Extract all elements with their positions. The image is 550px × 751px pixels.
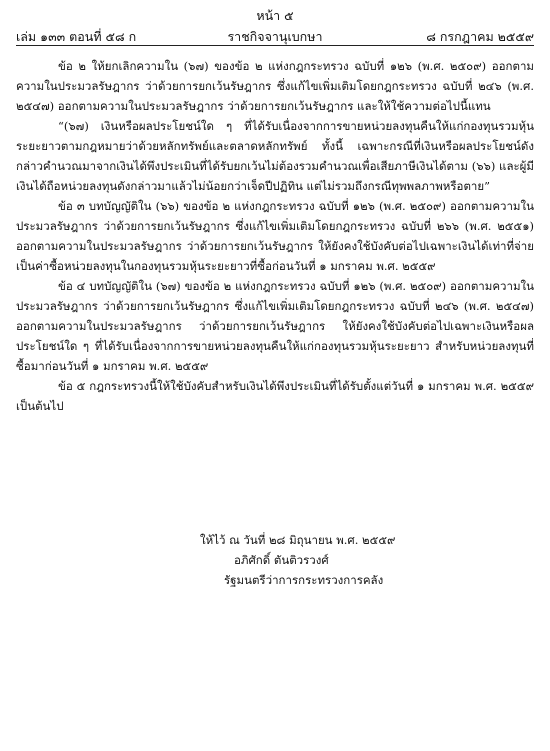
volume-issue: เล่ม ๑๓๓ ตอนที่ ๕๘ ก <box>16 29 137 44</box>
clause-4: ข้อ ๔ บทบัญญัติใน (๖๗) ของข้อ ๒ แห่งกฎกระทรวง ฉบับที่ ๑๒๖ (พ.ศ. ๒๕๐๙) ออกตามความในประมวลรัษฎากร ว่าด้วยการยกเว้นรัษฎากร ซึ่งแก้ไขเพิ่มเติมโดยกฎกระทรวง ฉบับที่ ๒๔๖ (พ.ศ. ๒๕๔๗) ออกตามความในประมวลรัษฎากร ว่าด้วยการยกเว้นรัษฎากร ให้ยังคงใช้บังคับต่อไปเฉพาะเงินหรือผลประโยชน์ใด ๆ ที่ได้รับเนื่องจากการขายหน่วยลงทุนคืนให้แก่กองทุนรวมหุ้นระยะยาว สำหรับหน่วยลงทุนที่ซื้อมาก่อนวันที่ ๑ มกราคม พ.ศ. ๒๕๕๙ <box>16 279 534 373</box>
given-on-date: ให้ไว้ ณ วันที่ ๒๘ มิถุนายน พ.ศ. ๒๕๕๙ <box>200 533 396 547</box>
clause-5: ข้อ ๕ กฎกระทรวงนี้ให้ใช้บังคับสำหรับเงินได้พึงประเมินที่ได้รับตั้งแต่วันที่ ๑ มกราคม พ.ศ. ๒๕๕๙ เป็นต้นไป <box>16 379 534 413</box>
signatory-name: อภิศักดิ์ ตันติวรวงศ์ <box>234 553 329 567</box>
page-header <box>0 6 550 46</box>
clause-2: ข้อ ๒ ให้ยกเลิกความใน (๖๗) ของข้อ ๒ แห่งกฎกระทรวง ฉบับที่ ๑๒๖ (พ.ศ. ๒๕๐๙) ออกตามความในประมวลรัษฎากร ว่าด้วยการยกเว้นรัษฎากร ซึ่งแก้ไขเพิ่มเติมโดยกฎกระทรวง ฉบับที่ ๒๔๖ (พ.ศ. ๒๕๔๗) ออกตามความในประมวลรัษฎากร ว่าด้วยการยกเว้นรัษฎากร และให้ใช้ความต่อไปนี้แทน <box>16 59 534 113</box>
signatory-position: รัฐมนตรีว่าการกระทรวงการคลัง <box>224 573 384 587</box>
page-number: หน้า ๕ <box>256 8 294 23</box>
clause-3: ข้อ ๓ บทบัญญัติใน (๖๖) ของข้อ ๒ แห่งกฎกระทรวง ฉบับที่ ๑๒๖ (พ.ศ. ๒๕๐๙) ออกตามความในประมวลรัษฎากร ว่าด้วยการยกเว้นรัษฎากร ซึ่งแก้ไขเพิ่มเติมโดยกฎกระทรวง ฉบับที่ ๒๖๖ (พ.ศ. ๒๕๕๑) ออกตามความในประมวลรัษฎากร ว่าด้วยการยกเว้นรัษฎากร ให้ยังคงใช้บังคับต่อไปเฉพาะเงินได้เท่าที่จ่ายเป็นค่าซื้อหน่วยลงทุนในกองทุนรวมหุ้นระยะยาวที่ซื้อก่อนวันที่ ๑ มกราคม พ.ศ. ๒๕๕๙ <box>16 199 534 273</box>
clause-2-quoted-text: “(๖๗) เงินหรือผลประโยชน์ใด ๆ ที่ได้รับเนื่องจากการขายหน่วยลงทุนคืนให้แก่กองทุนรวมหุ้นระยะยาวตามกฎหมายว่าด้วยหลักทรัพย์และตลาดหลักทรัพย์ ทั้งนี้ เฉพาะกรณีที่เงินหรือผลประโยชน์ดังกล่าวคำนวณมาจากเงินได้พึงประเมินที่ได้รับยกเว้นไม่ต้องรวมคำนวณเพื่อเสียภาษีเงินได้ตาม (๖๖) และผู้มีเงินได้ถือหน่วยลงทุนดังกล่าวมาแล้วไม่น้อยกว่าเจ็ดปีปฏิทิน แต่ไม่รวมถึงกรณีทุพพลภาพหรือตาย” <box>16 119 534 193</box>
regulation-body <box>16 56 534 416</box>
gazette-title: ราชกิจจานุเบกษา <box>227 29 323 44</box>
publication-date: ๘ กรกฎาคม ๒๕๕๙ <box>426 29 534 44</box>
signature-block <box>200 530 530 590</box>
header-divider <box>16 45 534 46</box>
